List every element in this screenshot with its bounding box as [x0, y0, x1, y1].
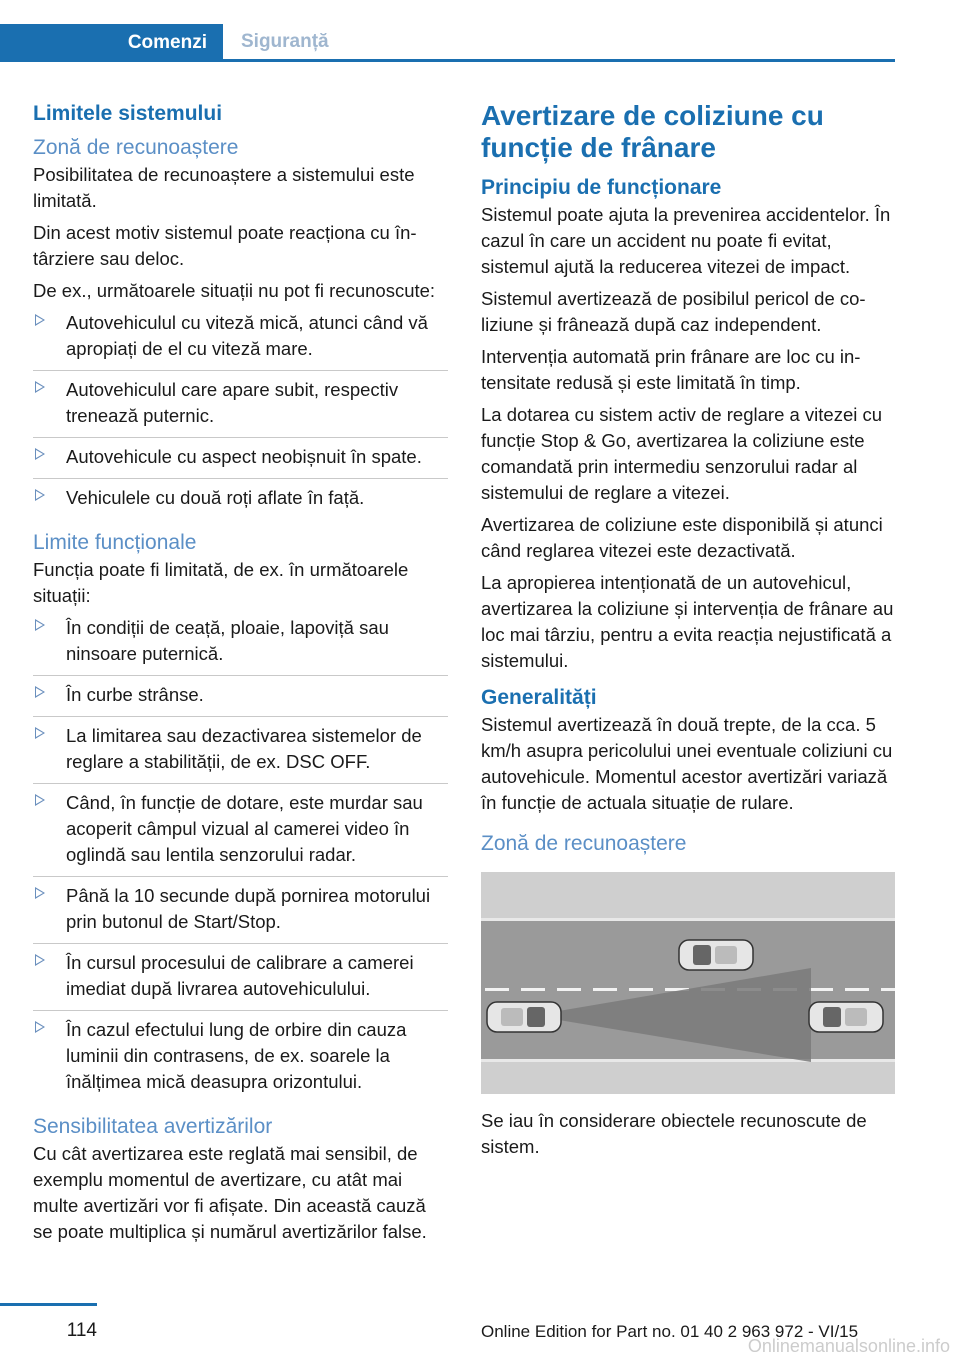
road-diagram — [481, 872, 895, 1094]
list-item — [33, 437, 448, 478]
heading-limits: Limitele sistemului — [33, 102, 223, 125]
triangle-bullet-icon — [35, 489, 45, 501]
triangle-bullet-icon — [35, 619, 45, 631]
heading-recognition-zone: Zonă de recunoaștere — [33, 136, 239, 159]
heading-sensitivity: Sensibilitatea avertizărilor — [33, 1115, 273, 1138]
paragraph: La apropierea intenționată de un autovehicul, avertizarea la coliziune și intervenția de frânare au loc mai târziu, pentru a evita reacția nejustificată a sistemului. — [481, 572, 894, 671]
list-item-text: Când, în funcție de dotare, este murdar sau acoperit câmpul vizual al camerei video în oglindă sau lentila senzorului radar. — [66, 792, 423, 865]
list-item-text: În cursul procesului de calibrare a camerei imediat după livrarea autovehiculului. — [66, 952, 414, 999]
list-undetectable — [33, 310, 448, 519]
list-item — [33, 615, 448, 675]
right-column — [481, 100, 895, 1166]
triangle-bullet-icon — [35, 954, 45, 966]
triangle-bullet-icon — [35, 448, 45, 460]
list-item — [33, 943, 448, 1010]
recognition-zone-illustration — [481, 872, 895, 1094]
paragraph: Avertizarea de coliziune este disponibilă și atunci când reglarea vitezei este dezactivată. — [481, 514, 883, 561]
heading-general: Generalități — [481, 686, 597, 709]
list-item-text: La limitarea sau dezactivarea sistemelor de reglare a stabilității, de ex. DSC OFF. — [66, 725, 422, 772]
list-item — [33, 876, 448, 943]
left-column — [33, 100, 448, 1251]
car-icon-ahead-left-lane — [679, 940, 753, 970]
paragraph: Sistemul poate ajuta la prevenirea accidentelor. În cazul în care un accident nu poate fi evitat, sistemul ajută la reducerea vitezei de impact. — [481, 204, 891, 277]
triangle-bullet-icon — [35, 686, 45, 698]
list-item-text: Autovehiculul cu viteză mică, atunci când vă apropiați de el cu viteză mare. — [66, 312, 428, 359]
list-item-text: Până la 10 secunde după pornirea motorului prin butonul de Start/Stop. — [66, 885, 431, 932]
list-item — [33, 716, 448, 783]
footer-rule — [0, 1303, 97, 1306]
car-icon-own-vehicle — [487, 1002, 561, 1032]
page-number: 114 — [66, 1320, 97, 1341]
car-icon-ahead-same-lane — [809, 1002, 883, 1032]
list-item — [33, 478, 448, 519]
list-item-text: În cazul efectului lung de orbire din cauza luminii din contrasens, de ex. soarele la înălțimea mică deasupra orizontului. — [66, 1019, 407, 1092]
paragraph: Intervenția automată prin frânare are loc cu intensitate redusă și este limitată în timp. — [481, 346, 861, 393]
list-item-text: Autovehiculul care apare subit, respectiv trenează puternic. — [66, 379, 399, 426]
list-item — [33, 675, 448, 716]
paragraph: De ex., următoarele situații nu pot fi recunoscute: — [33, 280, 436, 301]
figure-caption: Se iau în considerare obiectele recunoscute de sistem. — [481, 1110, 867, 1157]
paragraph: Sistemul avertizează de posibilul pericol de coliziune și frânează după caz independent. — [481, 288, 866, 335]
tab-comenzi[interactable]: Comenzi — [0, 24, 223, 62]
road-edge-bottom — [481, 1059, 895, 1062]
paragraph: Din acest motiv sistemul poate reacționa cu întârziere sau deloc. — [33, 222, 417, 269]
list-item-text: În condiții de ceață, ploaie, lapoviță sau ninsoare puternică. — [66, 617, 389, 664]
list-item — [33, 370, 448, 437]
triangle-bullet-icon — [35, 794, 45, 806]
paragraph: Funcția poate fi limitată, de ex. în următoarele situații: — [33, 559, 409, 606]
triangle-bullet-icon — [35, 887, 45, 899]
heading-collision-warning: Avertizare de coliziune cu funcție de frânare — [481, 100, 824, 163]
list-item — [33, 1010, 448, 1103]
list-functional-limits — [33, 615, 448, 1103]
header-tabs — [0, 24, 895, 62]
heading-recognition-zone-right: Zonă de recunoaștere — [481, 832, 687, 855]
list-item — [33, 783, 448, 876]
triangle-bullet-icon — [35, 381, 45, 393]
paragraph: Posibilitatea de recunoaștere a sistemului este limitată. — [33, 164, 415, 211]
edition-label: Online Edition for Part no. 01 40 2 963 972 - VI/15 — [481, 1322, 859, 1341]
paragraph: Cu cât avertizarea este reglată mai sensibil, de exemplu momentul de avertizare, cu atât mai multe avertizări vor fi afișate. Din această cauză se poate multiplica și numărul avertizărilor false. — [33, 1143, 427, 1242]
triangle-bullet-icon — [35, 1021, 45, 1033]
heading-principle: Principiu de funcționare — [481, 176, 722, 199]
watermark: Onlinemanualsonline.info — [747, 1336, 950, 1356]
list-item-text: Autovehicule cu aspect neobișnuit în spate. — [66, 446, 422, 467]
paragraph: Sistemul avertizează în două trepte, de la cca. 5 km/h asupra pericolului unei eventuale coliziuni cu autovehicule. Momentul acestor avertizări variază în funcție de actuala situație de rulare. — [481, 714, 893, 813]
list-item-text: Vehiculele cu două roți aflate în față. — [66, 487, 365, 508]
heading-functional-limits: Limite funcționale — [33, 531, 197, 554]
tab-siguranta[interactable]: Siguranță — [223, 24, 895, 62]
paragraph: La dotarea cu sistem activ de reglare a vitezei cu funcție Stop & Go, avertizarea la coliziune este comandată prin intermediu senzorului radar al sistemului de reglare a vitezei. — [481, 404, 883, 503]
list-item — [33, 310, 448, 370]
road-edge-top — [481, 918, 895, 921]
triangle-bullet-icon — [35, 314, 45, 326]
triangle-bullet-icon — [35, 727, 45, 739]
list-item-text: În curbe strânse. — [66, 684, 204, 705]
